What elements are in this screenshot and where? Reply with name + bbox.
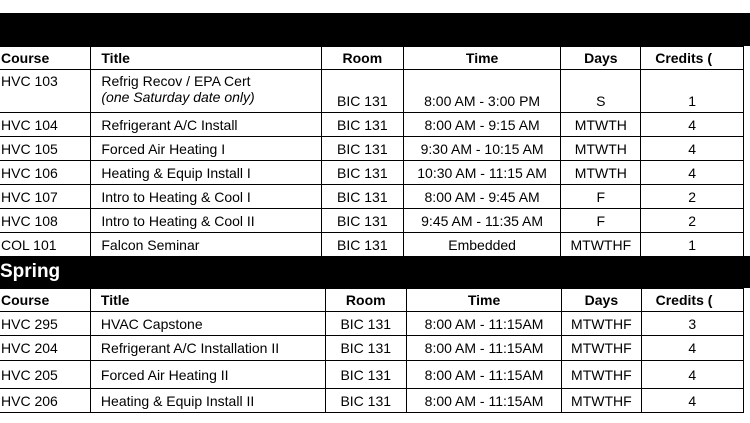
course-time: 8:00 AM - 9:15 AM: [403, 113, 561, 137]
course-title: Forced Air Heating II: [90, 361, 325, 389]
course-code: HVC 206: [0, 389, 90, 413]
course-code: HVC 104: [0, 113, 91, 137]
course-days: F: [561, 209, 641, 233]
table-row: [0, 233, 744, 257]
course-code: HVC 103: [0, 70, 91, 113]
course-time: 9:30 AM - 10:15 AM: [403, 137, 561, 161]
course-title-note: (one Saturday date only): [101, 89, 255, 105]
course-time: 10:30 AM - 11:15 AM: [403, 161, 561, 185]
course-title: Heating & Equip Install II: [90, 389, 325, 413]
col-room-header: Room: [325, 289, 406, 312]
col-title-header: Title: [91, 47, 322, 70]
course-time: 8:00 AM - 3:00 PM: [403, 70, 561, 113]
spring-section-bar: [0, 256, 750, 288]
fall-schedule-table: [0, 46, 744, 257]
course-title: Falcon Seminar: [91, 233, 322, 257]
course-title: HVAC Capstone: [90, 312, 325, 336]
course-credits: 4: [641, 336, 743, 361]
col-title-header: Title: [90, 289, 325, 312]
course-days: MTWTHF: [561, 233, 641, 257]
col-days-header: Days: [562, 289, 642, 312]
course-room: BIC 131: [321, 113, 403, 137]
course-time: 8:00 AM - 11:15AM: [407, 312, 562, 336]
col-course-header: Course: [0, 47, 91, 70]
course-room: BIC 131: [325, 389, 406, 413]
course-days: S: [561, 70, 641, 113]
col-credits-header: Credits (: [641, 289, 743, 312]
course-time: 9:45 AM - 11:35 AM: [403, 209, 561, 233]
course-time: 8:00 AM - 11:15AM: [407, 389, 562, 413]
course-time: 8:00 AM - 9:45 AM: [403, 185, 561, 209]
course-days: MTWTHF: [562, 312, 642, 336]
fall-section-bar: [0, 13, 750, 46]
course-code: HVC 204: [0, 336, 90, 361]
course-time: 8:00 AM - 11:15AM: [407, 336, 562, 361]
course-code: HVC 108: [0, 209, 91, 233]
course-days: F: [561, 185, 641, 209]
course-credits: 1: [641, 233, 744, 257]
course-credits: 2: [641, 185, 744, 209]
course-title: [91, 70, 322, 113]
table-row: [0, 361, 744, 389]
fall-header-row: [0, 47, 744, 70]
course-credits: 4: [641, 137, 744, 161]
course-room: BIC 131: [321, 185, 403, 209]
course-room: BIC 131: [321, 70, 403, 113]
course-days: MTWTHF: [562, 389, 642, 413]
course-credits: 4: [641, 113, 744, 137]
col-credits-header: Credits (: [641, 47, 744, 70]
course-room: BIC 131: [325, 361, 406, 389]
course-credits: 1: [641, 70, 744, 113]
col-days-header: Days: [561, 47, 641, 70]
course-credits: 4: [641, 389, 743, 413]
course-code: HVC 295: [0, 312, 90, 336]
spring-schedule-table: [0, 288, 744, 413]
col-time-header: Time: [403, 47, 561, 70]
course-title-text: Refrig Recov / EPA Cert: [101, 73, 251, 89]
spring-section-title: Spring: [0, 261, 61, 282]
course-title: Refrigerant A/C Installation II: [90, 336, 325, 361]
course-code: HVC 107: [0, 185, 91, 209]
table-row: [0, 336, 744, 361]
table-row: [0, 161, 744, 185]
course-time: 8:00 AM - 11:15AM: [407, 361, 562, 389]
spring-header-row: [0, 289, 744, 312]
table-row: [0, 312, 744, 336]
course-credits: 2: [641, 209, 744, 233]
course-days: MTWTHF: [562, 336, 642, 361]
course-room: BIC 131: [321, 209, 403, 233]
table-row: [0, 70, 744, 113]
table-row: [0, 137, 744, 161]
course-title: Intro to Heating & Cool I: [91, 185, 322, 209]
course-code: HVC 106: [0, 161, 91, 185]
course-room: BIC 131: [325, 336, 406, 361]
table-row: [0, 209, 744, 233]
col-course-header: Course: [0, 289, 90, 312]
col-time-header: Time: [407, 289, 562, 312]
course-days: MTWTH: [561, 137, 641, 161]
col-room-header: Room: [321, 47, 403, 70]
course-title: Forced Air Heating I: [91, 137, 322, 161]
course-title: Intro to Heating & Cool II: [91, 209, 322, 233]
course-code: COL 101: [0, 233, 91, 257]
course-code: HVC 205: [0, 361, 90, 389]
course-days: MTWTH: [561, 161, 641, 185]
course-time: Embedded: [403, 233, 561, 257]
course-title: Heating & Equip Install I: [91, 161, 322, 185]
course-room: BIC 131: [321, 233, 403, 257]
table-row: [0, 389, 744, 413]
course-room: BIC 131: [325, 312, 406, 336]
course-credits: 3: [641, 312, 743, 336]
course-room: BIC 131: [321, 137, 403, 161]
course-code: HVC 105: [0, 137, 91, 161]
course-credits: 4: [641, 161, 744, 185]
course-days: MTWTHF: [562, 361, 642, 389]
course-title: Refrigerant A/C Install: [91, 113, 322, 137]
course-days: MTWTH: [561, 113, 641, 137]
course-credits: 4: [641, 361, 743, 389]
table-row: [0, 185, 744, 209]
course-room: BIC 131: [321, 161, 403, 185]
table-row: [0, 113, 744, 137]
